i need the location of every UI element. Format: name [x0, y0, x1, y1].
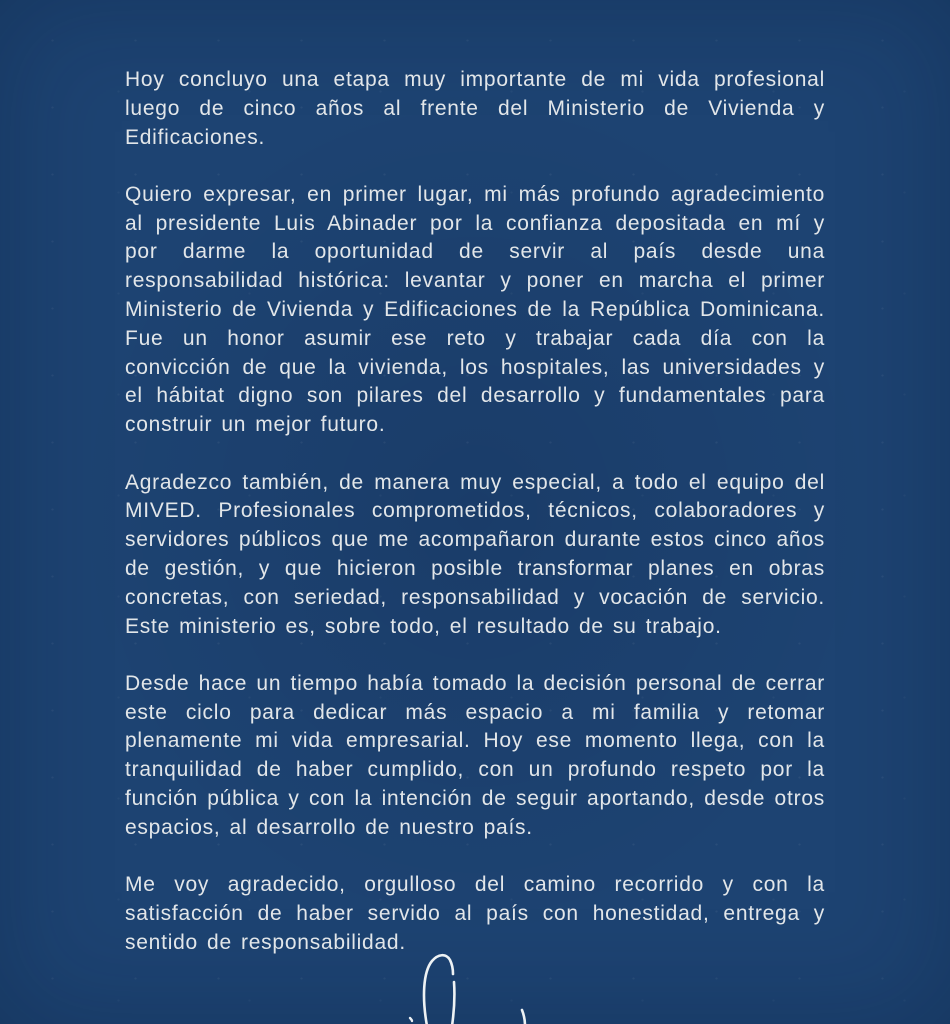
letter-paragraph-2: Quiero expresar, en primer lugar, mi más profundo agradecimiento al presidente Luis Abinader por la confianza depositada en mí y por darme la oportunidad de servir al país desde una responsabilidad histórica: levantar y poner en marcha el primer Ministerio de Vivienda y Edificaciones de la República Dominicana. Fue un honor asumir ese reto y trabajar cada día con la convicción de que la vivienda, los hospitales, las universidades y el hábitat digno son pilares del desarrollo y fundamentales para construir un mejor futuro.	[125, 182, 825, 437]
letter-paragraph-3: Agradezco también, de manera muy especial, a todo el equipo del MIVED. Profesionales comprometidos, técnicos, colaboradores y servidores públicos que me acompañaron durante estos cinco años de gestión, y que hicieron posible transformar planes en obras concretas, con seriedad, responsabilidad y vocación de servicio. Este ministerio es, sobre todo, el resultado de su trabajo.	[125, 470, 825, 638]
letter-body	[125, 66, 825, 958]
handwritten-signature	[390, 946, 570, 1024]
letter-paragraph-1: Hoy concluyo una etapa muy importante de mi vida profesional luego de cinco años al frente del Ministerio de Vivienda y Edificaciones.	[125, 68, 825, 149]
letter-paragraph-4: Desde hace un tiempo había tomado la decisión personal de cerrar este ciclo para dedicar más espacio a mi familia y retomar plenamente mi vida empresarial. Hoy ese momento llega, con la tranquilidad de haber cumplido, con un profundo respeto por la función pública y con la intención de seguir aportando, desde otros espacios, al desarrollo de nuestro país.	[125, 671, 825, 839]
letter-paragraph-5: Me voy agradecido, orgulloso del camino recorrido y con la satisfacción de haber servido al país con honestidad, entrega y sentido de responsabilidad.	[125, 873, 825, 954]
